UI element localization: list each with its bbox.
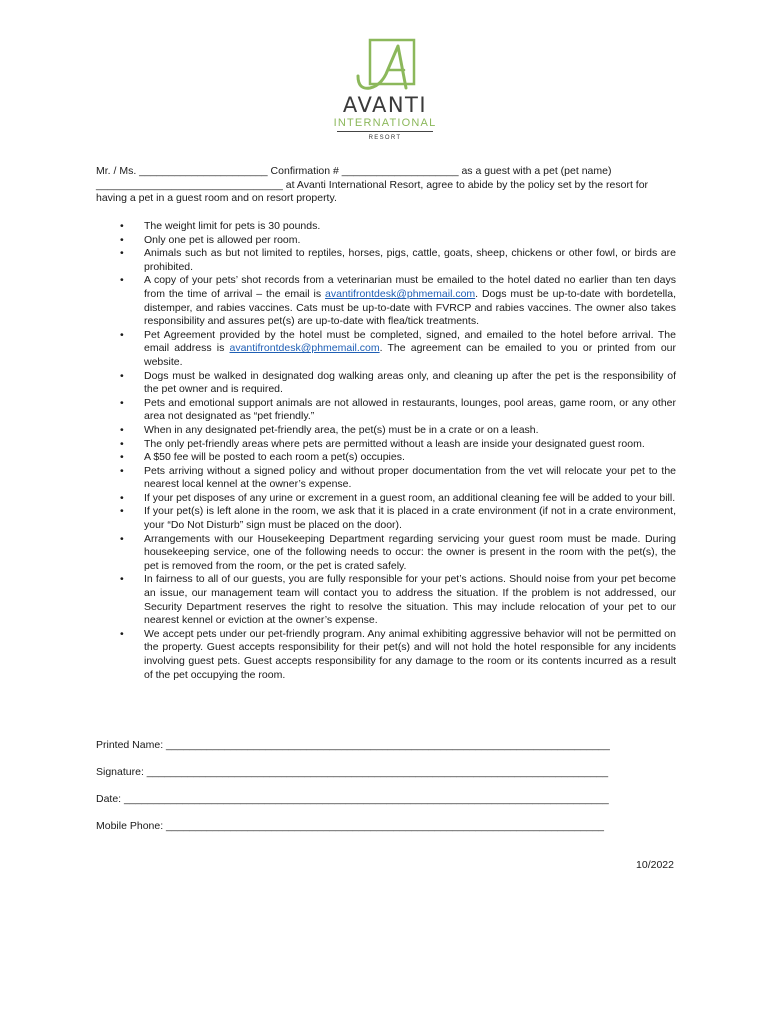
list-item: • Only one pet is allowed per room. [96, 234, 676, 248]
list-item: • Pets and emotional support animals are not allowed in restaurants, lounges, pool areas, game room, or any other area not designated as “pet friendly.” [96, 397, 676, 424]
list-item [96, 329, 676, 370]
intro-paragraph: Mr. / Ms. ______________________ Confirmation # ____________________ as a guest with a pet (pet name) ________________________________ at Avanti International Resort, agree to abide by the policy set by the resort for having a pet in a guest room and on resort property. [96, 165, 649, 205]
resort-logo [320, 38, 450, 141]
logo-tagline: RESORT [368, 135, 402, 141]
rule-text: A copy of your pets’ shot records from a veterinarian must be emailed to the hotel dated no earlier than ten days from the time of arrival – the email is [144, 274, 676, 300]
list-item: • The only pet-friendly areas where pets are permitted without a leash are inside your designated guest room. [96, 438, 676, 452]
list-item: • If your pet disposes of any urine or excrement in a guest room, an additional cleaning fee will be added to your bill. [96, 492, 676, 506]
list-item: • The weight limit for pets is 30 pounds. [96, 220, 676, 234]
signature-field[interactable]: Signature: _______________________________________________________________________________ [96, 766, 609, 778]
logo-name: AVANTI [342, 93, 428, 117]
printed-name-field[interactable]: Printed Name: ____________________________________________________________________________ [96, 739, 610, 751]
list-item: • In fairness to all of our guests, you are fully responsible for your pet’s actions. Should noise from your pet become an issue, our management team will contact you to address the situation. If the problem is not addressed, our Security Department reserves the right to resolve the situation. This may include relocation of your pet to our nearest kennel or eviction at the owner’s expense. [96, 573, 676, 627]
list-item: • We accept pets under our pet-friendly program. Any animal exhibiting aggressive behavior will not be permitted on the property. Guest accepts responsibility for their pet(s) and will not hold the hotel responsible for any incidents involving guest pets. Guest accepts responsibility for any damage to the room or its contents incurred as a result of the pet occupying the room. [96, 628, 676, 682]
list-item: • Animals such as but not limited to reptiles, horses, pigs, cattle, goats, sheep, chickens or other fowl, or birds are prohibited. [96, 247, 676, 274]
rule-text: . The agreement can be emailed to you or printed from our website. [144, 342, 676, 368]
email-link[interactable]: avantifrontdesk@phmemail.com [325, 287, 476, 300]
policy-list [96, 220, 676, 682]
list-item [96, 274, 676, 328]
avanti-monogram-icon [352, 38, 418, 94]
rule-text: . Dogs must be up-to-date with bordetella, distemper, and rabies vaccines. Cats must be up-to-date with FVRCP and rabies vaccines. The owner also takes responsibility and assures pet(s) are up-to-date with flea/tick treatments. [144, 287, 676, 328]
logo-divider [337, 131, 433, 132]
revision-date: 10/2022 [636, 859, 674, 871]
rule-text: Pet Agreement provided by the hotel must be completed, signed, and emailed to the hotel before arrival. The email address is [144, 328, 676, 355]
list-item: • When in any designated pet-friendly area, the pet(s) must be in a crate or on a leash. [96, 424, 676, 438]
list-item: • Pets arriving without a signed policy and without proper documentation from the vet will relocate your pet to the nearest local kennel at the owner’s expense. [96, 465, 676, 492]
logo-subtitle: INTERNATIONAL [333, 117, 437, 129]
list-item: • If your pet(s) is left alone in the room, we ask that it is placed in a crate environment (if not in a crate environment, your “Do Not Disturb” sign must be placed on the door). [96, 505, 676, 532]
date-field[interactable]: Date: ___________________________________________________________________________________ [96, 793, 609, 805]
list-item: • Dogs must be walked in designated dog walking areas only, and cleaning up after the pet is the responsibility of the pet owner and is required. [96, 370, 676, 397]
list-item: • A $50 fee will be posted to each room a pet(s) occupies. [96, 451, 676, 465]
list-item: • Arrangements with our Housekeeping Department regarding servicing your guest room must be made. During housekeeping service, one of the following needs to occur: the owner is present in the room with the pet(s), the pet is removed from the room, or the pet is crated safely. [96, 533, 676, 574]
mobile-phone-field[interactable]: Mobile Phone: ___________________________________________________________________________ [96, 820, 605, 832]
email-link[interactable]: avantifrontdesk@phmemail.com [229, 342, 380, 355]
